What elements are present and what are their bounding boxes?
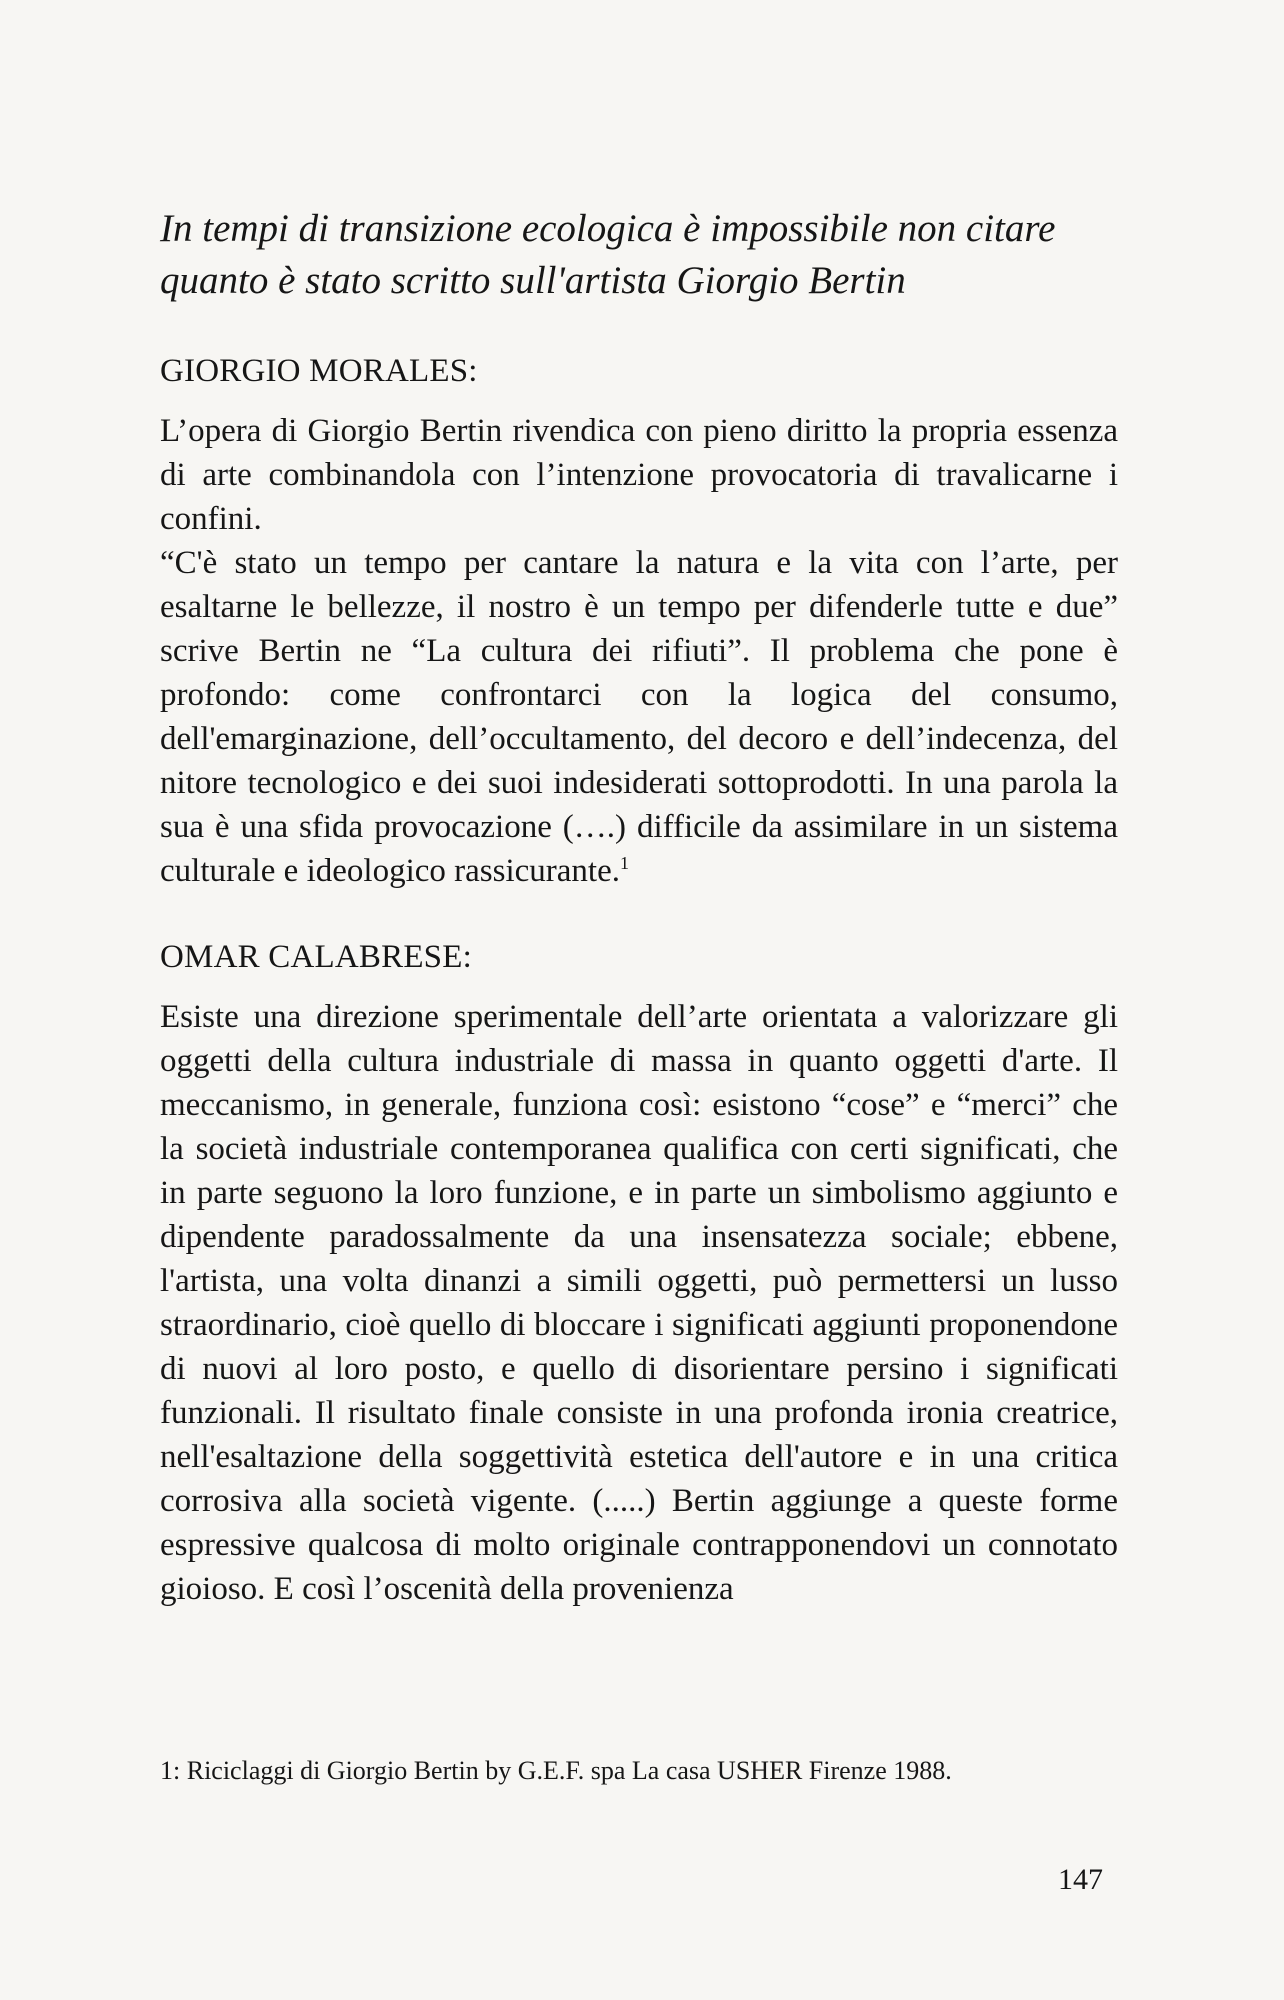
intro-line-1: In tempi di transizione ecologica è impossibile non citare: [160, 207, 1056, 250]
calabrese-paragraph-1: Esiste una direzione sperimentale dell’arte orientata a valorizzare gli oggetti della cultura industriale di massa in quanto oggetti d'arte. Il meccanismo, in generale, funziona così: esistono “cose” e “merci” che la società industriale contemporanea qualifica con certi significati, che in parte seguono la loro funzione, e in parte un simbolismo aggiunto e dipendente paradossalmente da una insensatezza sociale; ebbene, l'artista, una volta dinanzi a simili oggetti, può permettersi un lusso straordinario, cioè quello di bloccare i significati aggiunti proponendone di nuovi al loro posto, e quello di disorientare persino i significati funzionali. Il risultato finale consiste in una profonda ironia creatrice, nell'esaltazione della soggettività estetica dell'autore e in una critica corrosiva alla società vigente. (.....) Bertin aggiunge a queste forme espressive qualcosa di molto originale contrapponendovi un connotato gioioso. E così l’oscenità della provenienza: [160, 999, 1118, 1607]
footnote: 1: Riciclaggi di Giorgio Bertin by G.E.F. spa La casa USHER Firenze 1988.: [160, 1756, 952, 1785]
morales-paragraph-1: L’opera di Giorgio Bertin rivendica con pieno diritto la propria essenza di arte combinandola con l’intenzione provocatoria di travalicarne i confini.: [160, 413, 1118, 537]
intro-line-2: quanto è stato scritto sull'artista Giorgio Bertin: [160, 259, 906, 302]
intro-text: [160, 203, 1118, 307]
morales-paragraph-2: [160, 541, 1118, 893]
morales-paragraph-2-text: “C'è stato un tempo per cantare la natura e la vita con l’arte, per esaltarne le bellezze, il nostro è un tempo per difenderle tutte e due” scrive Bertin ne “La cultura dei rifiuti”. Il problema che pone è profondo: come confrontarci con la logica del consumo, dell'emarginazione, dell’occultamento, del decoro e dell’indecenza, del nitore tecnologico e dei suoi indesiderati sottoprodotti. In una parola la sua è una sfida provocazione (….) difficile da assimilare in un sistema culturale e ideologico rassicurante.: [160, 545, 1118, 889]
page-body: [160, 203, 1118, 1611]
footnote-reference: 1: [619, 853, 629, 873]
page-number: 147: [1058, 1863, 1103, 1896]
section-heading-morales: GIORGIO MORALES:: [160, 353, 478, 389]
section-heading-calabrese: OMAR CALABRESE:: [160, 939, 472, 975]
